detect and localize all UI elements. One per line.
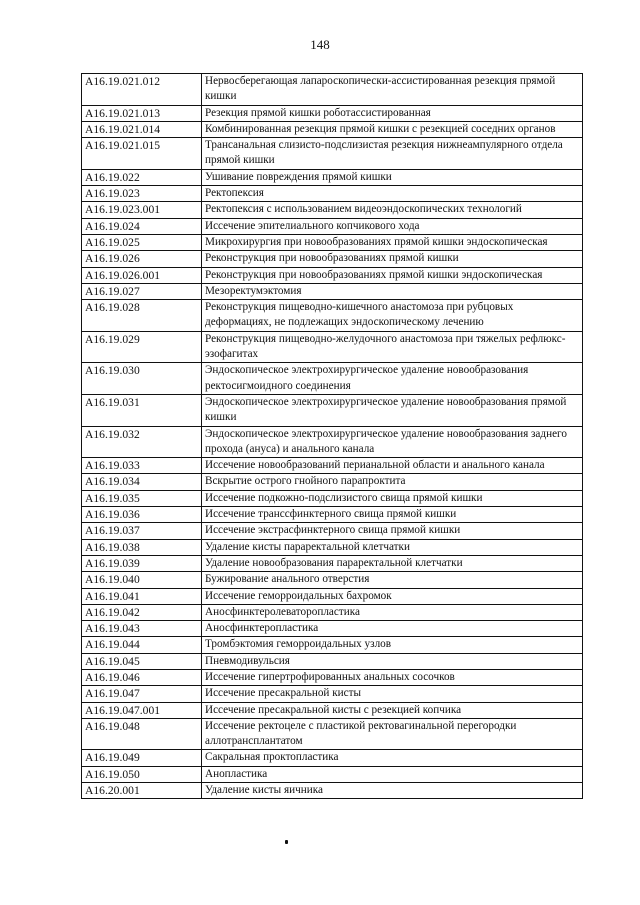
procedure-code: A16.19.024 — [82, 218, 202, 234]
table-row — [82, 426, 583, 458]
table-row — [82, 653, 583, 669]
procedure-name: Комбинированная резекция прямой кишки с резекцией соседних органов — [202, 121, 583, 137]
procedure-code: A16.19.042 — [82, 604, 202, 620]
procedure-name: Иссечение пресакральной кисты — [202, 686, 583, 702]
procedure-code: A16.19.028 — [82, 300, 202, 332]
procedure-name: Аносфинктеролеваторопластика — [202, 604, 583, 620]
table-row — [82, 507, 583, 523]
procedure-name: Бужирование анального отверстия — [202, 572, 583, 588]
table-row — [82, 300, 583, 332]
procedure-code: A16.19.043 — [82, 621, 202, 637]
procedure-name: Реконструкция пищеводно-кишечного анастомоза при рубцовых деформациях, не подлежащих эндоскопическому лечению — [202, 300, 583, 332]
procedure-name: Мезоректумэктомия — [202, 283, 583, 299]
table-row — [82, 766, 583, 782]
procedure-name: Нервосберегающая лапароскопически-ассистированная резекция прямой кишки — [202, 74, 583, 106]
procedure-code: A16.19.035 — [82, 490, 202, 506]
procedure-name: Удаление кисты параректальной клетчатки — [202, 539, 583, 555]
table-row — [82, 555, 583, 571]
procedure-code: A16.19.025 — [82, 234, 202, 250]
procedure-code: A16.19.047.001 — [82, 702, 202, 718]
procedure-code: A16.19.030 — [82, 363, 202, 395]
procedure-name: Вскрытие острого гнойного парапроктита — [202, 474, 583, 490]
table-row — [82, 702, 583, 718]
procedure-name: Ректопексия с использованием видеоэндоскопических технологий — [202, 202, 583, 218]
procedure-code: A16.19.021.013 — [82, 105, 202, 121]
procedure-name: Иссечение ректоцеле с пластикой ректовагинальной перегородки аллотрансплантатом — [202, 718, 583, 750]
table-row — [82, 169, 583, 185]
procedure-name: Пневмодивульсия — [202, 653, 583, 669]
table-row — [82, 783, 583, 799]
procedure-code: A16.19.049 — [82, 750, 202, 766]
procedure-code: A16.19.029 — [82, 331, 202, 363]
procedure-code: A16.19.026.001 — [82, 267, 202, 283]
procedure-name: Реконструкция при новообразованиях прямой кишки эндоскопическая — [202, 267, 583, 283]
table-row — [82, 588, 583, 604]
procedure-code: A16.19.040 — [82, 572, 202, 588]
table-row — [82, 331, 583, 363]
procedure-name: Сакральная проктопластика — [202, 750, 583, 766]
procedure-code: A16.19.021.015 — [82, 138, 202, 170]
procedure-name: Реконструкция пищеводно-желудочного анастомоза при тяжелых рефлюкс-эзофагитах — [202, 331, 583, 363]
table-row — [82, 523, 583, 539]
procedure-code: A16.19.044 — [82, 637, 202, 653]
procedure-code: A16.19.041 — [82, 588, 202, 604]
table-row — [82, 267, 583, 283]
procedure-code: A16.19.026 — [82, 251, 202, 267]
table-row — [82, 604, 583, 620]
procedure-name: Анопластика — [202, 766, 583, 782]
table-row — [82, 234, 583, 250]
procedure-name: Микрохирургия при новообразованиях прямой кишки эндоскопическая — [202, 234, 583, 250]
procedure-code: A16.19.032 — [82, 426, 202, 458]
procedure-code: A16.19.045 — [82, 653, 202, 669]
procedure-code: A16.19.038 — [82, 539, 202, 555]
table-row — [82, 121, 583, 137]
procedure-code: A16.19.048 — [82, 718, 202, 750]
procedure-code: A16.19.021.012 — [82, 74, 202, 106]
table-row — [82, 539, 583, 555]
table-row — [82, 186, 583, 202]
procedure-codes-table — [81, 73, 583, 799]
procedure-code: A16.19.033 — [82, 458, 202, 474]
table-row — [82, 394, 583, 426]
table-row — [82, 490, 583, 506]
procedure-name: Иссечение новообразований перианальной области и анального канала — [202, 458, 583, 474]
table-row — [82, 218, 583, 234]
procedure-name: Эндоскопическое электрохирургическое удаление новообразования ректосигмоидного соединения — [202, 363, 583, 395]
table-row — [82, 363, 583, 395]
procedure-name: Тромбэктомия геморроидальных узлов — [202, 637, 583, 653]
procedure-name: Аносфинктеропластика — [202, 621, 583, 637]
procedure-name: Иссечение гипертрофированных анальных сосочков — [202, 669, 583, 685]
procedure-code: A16.19.023.001 — [82, 202, 202, 218]
procedure-code: A16.19.031 — [82, 394, 202, 426]
procedure-code: A16.19.046 — [82, 669, 202, 685]
procedure-name: Трансанальная слизисто-подслизистая резекция нижнеампулярного отдела прямой кишки — [202, 138, 583, 170]
procedure-code: A16.19.027 — [82, 283, 202, 299]
procedure-code: A16.19.050 — [82, 766, 202, 782]
table-row — [82, 572, 583, 588]
page-number: 148 — [310, 37, 330, 52]
table-row — [82, 283, 583, 299]
scan-mark — [285, 840, 288, 844]
procedure-code: A16.19.037 — [82, 523, 202, 539]
table-row — [82, 686, 583, 702]
procedure-code: A16.19.022 — [82, 169, 202, 185]
procedure-name: Ректопексия — [202, 186, 583, 202]
table-body — [82, 74, 583, 799]
procedure-name: Эндоскопическое электрохирургическое удаление новообразования прямой кишки — [202, 394, 583, 426]
table-row — [82, 202, 583, 218]
procedure-code: A16.19.034 — [82, 474, 202, 490]
procedure-name: Иссечение транссфинктерного свища прямой кишки — [202, 507, 583, 523]
procedure-name: Иссечение геморроидальных бахромок — [202, 588, 583, 604]
table-row — [82, 637, 583, 653]
procedure-name: Реконструкция при новообразованиях прямой кишки — [202, 251, 583, 267]
table-row — [82, 750, 583, 766]
procedure-name: Иссечение эпителиального копчикового хода — [202, 218, 583, 234]
procedure-code: A16.19.047 — [82, 686, 202, 702]
procedure-name: Удаление новообразования параректальной клетчатки — [202, 555, 583, 571]
procedure-name: Резекция прямой кишки роботассистированная — [202, 105, 583, 121]
table-row — [82, 621, 583, 637]
table-row — [82, 138, 583, 170]
procedure-name: Удаление кисты яичника — [202, 783, 583, 799]
table-row — [82, 458, 583, 474]
procedure-code: A16.20.001 — [82, 783, 202, 799]
table-row — [82, 105, 583, 121]
table-row — [82, 669, 583, 685]
procedure-name: Иссечение подкожно-подслизистого свища прямой кишки — [202, 490, 583, 506]
procedure-code: A16.19.036 — [82, 507, 202, 523]
procedure-code: A16.19.023 — [82, 186, 202, 202]
procedure-name: Ушивание повреждения прямой кишки — [202, 169, 583, 185]
table-row — [82, 74, 583, 106]
table-row — [82, 251, 583, 267]
procedure-code: A16.19.021.014 — [82, 121, 202, 137]
procedure-name: Эндоскопическое электрохирургическое удаление новообразования заднего прохода (ануса) и анального канала — [202, 426, 583, 458]
procedure-code: A16.19.039 — [82, 555, 202, 571]
table-row — [82, 718, 583, 750]
procedure-name: Иссечение пресакральной кисты с резекцией копчика — [202, 702, 583, 718]
procedure-name: Иссечение экстрасфинктерного свища прямой кишки — [202, 523, 583, 539]
table-row — [82, 474, 583, 490]
